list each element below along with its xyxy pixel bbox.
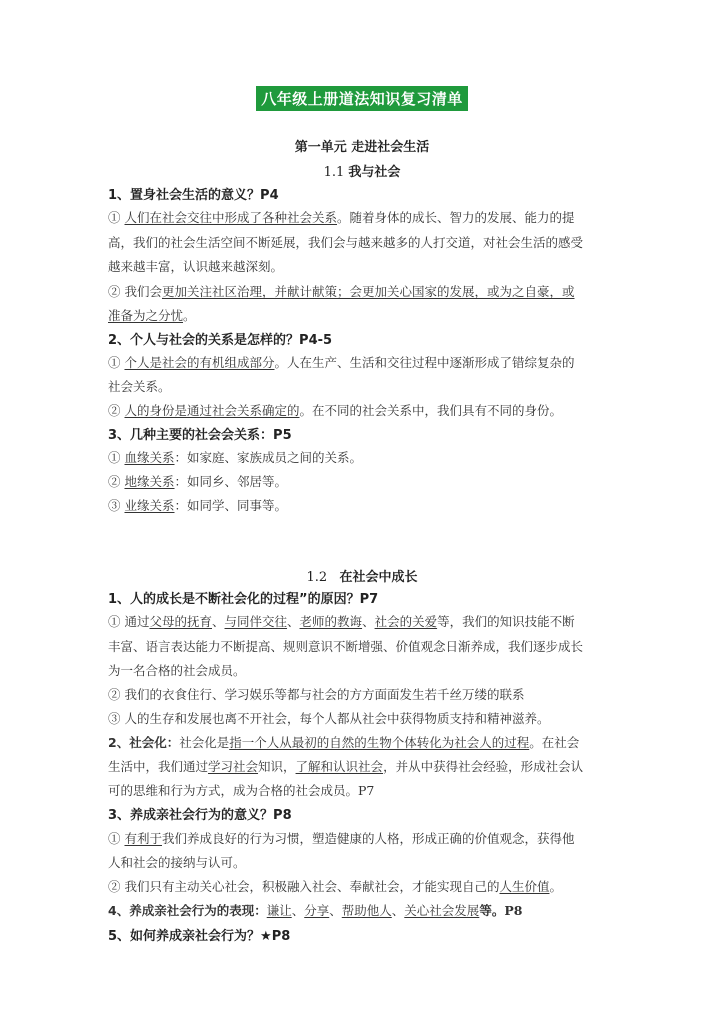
key-point: 有利于 — [124, 831, 162, 846]
bullet: ① — [108, 450, 125, 465]
paragraph — [108, 208, 575, 226]
key-point: 个人是社会的有机组成部分 — [124, 355, 275, 370]
text: ：如同学、同事等。 — [174, 498, 288, 513]
paragraph-line: 可的思维和行为方式，成为合格的社会成员。P7 — [108, 783, 375, 798]
section-1-2-heading — [0, 566, 724, 585]
separator: 、 — [329, 903, 342, 918]
section-title: 在社会中成长 — [339, 570, 418, 585]
question-1-1-3: 3、几种主要的社会会关系：P5 — [108, 428, 292, 443]
paragraph — [108, 353, 575, 371]
text: 。随着身体的成长、智力的发展、能力的提 — [337, 210, 575, 225]
separator: 、 — [291, 903, 305, 918]
bullet: ③ — [108, 498, 125, 513]
text: 我们养成良好的行为习惯，塑造健康的人格，形成正确的价值观念，获得他 — [162, 831, 575, 846]
separator: 、 — [391, 903, 405, 918]
doc-title-wrap — [0, 86, 724, 111]
bullet: ② — [108, 474, 125, 489]
separator: 、 — [212, 614, 225, 629]
text: 。 — [549, 879, 563, 894]
key-point: 帮助他人 — [341, 903, 392, 918]
section-title: 我与社会 — [348, 165, 401, 180]
text: ，并从中获得社会经验，形成社会认 — [383, 759, 584, 774]
text: 。人在生产、生活和交往过程中逐渐形成了错综复杂的 — [274, 355, 575, 370]
bullet: ① — [108, 210, 121, 225]
paragraph-line — [108, 757, 583, 775]
list-item — [108, 472, 287, 490]
key-point: 与同伴交往 — [224, 614, 288, 629]
text: ：如家庭、家族成员之间的关系。 — [174, 450, 363, 465]
key-point: 人的身份是通过社会关系确定的 — [124, 403, 300, 418]
paragraph-line: 人和社会的接纳与认可。 — [108, 855, 246, 870]
key-point: 社会的关爱 — [374, 614, 438, 629]
key-point: 老师的教诲 — [299, 614, 363, 629]
key-point: 分享 — [304, 903, 330, 918]
unit-title: 第一单元 走进社会生活 — [294, 140, 430, 155]
paragraph: ② 我们的衣食住行、学习娱乐等都与社会的方方面面发生若千丝万缕的联系 — [108, 687, 525, 702]
separator: 、 — [287, 614, 300, 629]
list-item — [108, 448, 362, 466]
text: 。在社会 — [529, 735, 580, 750]
question-1-2-5: 5、如何养成亲社会行为？★P8 — [108, 929, 291, 944]
bullet: ① — [108, 355, 125, 370]
paragraph-line: 社会关系。 — [108, 379, 171, 394]
paragraph-line: 越来越丰富，认识越来越深刻。 — [108, 259, 284, 274]
text: 。在不同的社会关系中，我们具有不同的身份。 — [299, 403, 563, 418]
key-point: 人生价值 — [499, 879, 550, 894]
paragraph — [108, 829, 575, 847]
paragraph — [108, 401, 562, 419]
question-1-2-4-label: 4、养成亲社会行为的表现： — [108, 903, 267, 918]
question-1-2-2-label: 2、社会化： — [108, 735, 180, 750]
section-number: 1.1 — [323, 165, 345, 180]
paragraph — [108, 282, 575, 300]
text: ① 通过 — [108, 614, 150, 629]
key-point: 谦让 — [266, 903, 292, 918]
key-point: 血缘关系 — [124, 450, 175, 465]
doc-title: 八年级上册道法知识复习清单 — [256, 86, 468, 111]
paragraph-line: 高，我们的社会生活空间不断延展，我们会与越来越多的人打交道，对社会生活的感受 — [108, 235, 584, 250]
text: ② 我们只有主动关心社会，积极融入社会、奉献社会，才能实现自己的 — [108, 879, 500, 894]
paragraph — [108, 612, 575, 630]
key-point: 地缘关系 — [124, 474, 175, 489]
bullet: ② — [108, 403, 125, 418]
question-1-2-1: 1、人的成长是不断社会化的过程”的原因？P7 — [108, 592, 379, 607]
text: 生活中，我们通过 — [108, 759, 209, 774]
key-point: 了解和认识社会 — [295, 759, 384, 774]
key-point: 关心社会发展 — [404, 903, 480, 918]
question-1-2-3: 3、养成亲社会行为的意义？P8 — [108, 808, 292, 823]
text: 。 — [183, 308, 196, 323]
section-1-1-heading — [0, 161, 724, 180]
paragraph — [108, 901, 522, 919]
section-number: 1.2 — [306, 570, 328, 585]
question-1-1-1: 1、置身社会生活的意义？P4 — [108, 188, 279, 203]
paragraph — [108, 733, 579, 751]
paragraph — [108, 877, 562, 895]
text: 等。P8 — [479, 903, 523, 918]
text: 知识， — [258, 759, 296, 774]
key-point: 指一个人从最初的自然的生物个体转化为社会人的过程 — [229, 735, 530, 750]
text: 社会化是 — [179, 735, 230, 750]
question-1-1-2: 2、个人与社会的关系是怎样的？P4-5 — [108, 333, 333, 348]
list-item — [108, 496, 287, 514]
key-point: 业缘关系 — [124, 498, 175, 513]
bullet: ① — [108, 831, 125, 846]
key-point: 准备为之分忧 — [108, 308, 184, 323]
separator: 、 — [362, 614, 375, 629]
key-point: 更加关注社区治理，并献计献策；会更加关心国家的发展，或为之自豪，或 — [161, 284, 575, 299]
paragraph-line — [108, 306, 196, 324]
key-point: 父母的抚育 — [149, 614, 212, 629]
text: ② 我们会 — [108, 284, 162, 299]
text: ：如同乡、邻居等。 — [174, 474, 288, 489]
key-point: 人们在社会交往中形成了各种社会关系 — [124, 210, 338, 225]
text: 等，我们的知识技能不断 — [437, 614, 575, 629]
paragraph-line: 为一名合格的社会成员。 — [108, 663, 246, 678]
paragraph: ③ 人的生存和发展也离不开社会，每个人都从社会中获得物质支持和精神滋养。 — [108, 711, 550, 726]
key-point: 学习社会 — [208, 759, 259, 774]
paragraph-line: 丰富、语言表达能力不断提高、规则意识不断增强、价值观念日渐养成，我们逐步成长 — [108, 639, 584, 654]
